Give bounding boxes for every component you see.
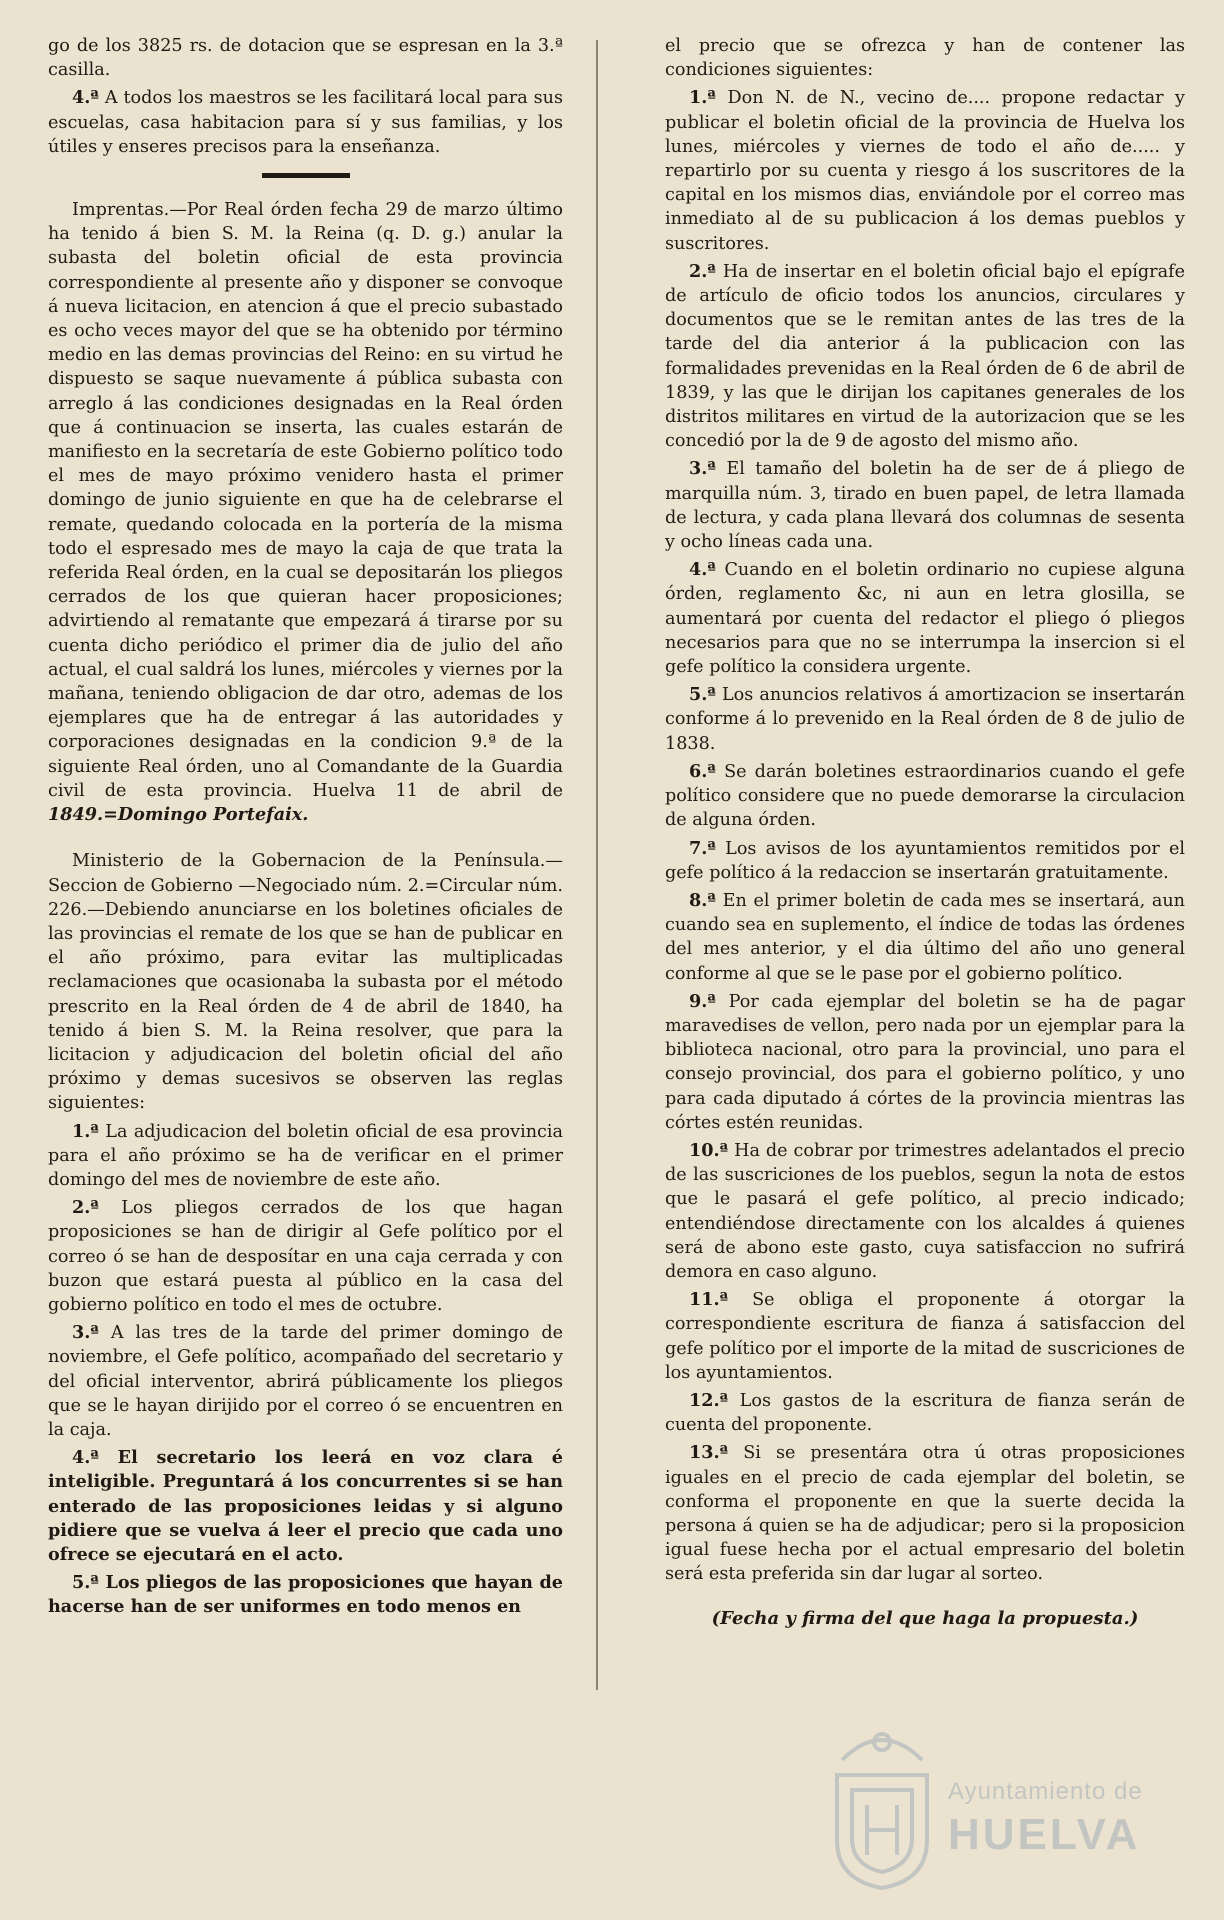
- condition-5-text: Los anuncios relativos á amortizacion se insertarán conforme á lo prevenido en la Real órden de 8 de julio de 1838.: [665, 685, 1185, 754]
- condition-3: [665, 457, 1185, 554]
- condition-7-text: Los avisos de los ayuntamientos remitidos por el gefe político á la redaccion se insertarán gratuitamente.: [665, 838, 1185, 883]
- continuation-paragraph: el precio que se ofrezca y han de contener las condiciones siguientes:: [665, 36, 1185, 81]
- watermark-line-2: HUELVA: [948, 1810, 1141, 1859]
- condition-6-text: Se darán boletines estraordinarios cuando el gefe político considere que no puede demorarse la circulacion de alguna órden.: [665, 761, 1185, 831]
- watermark-line-1: Ayuntamiento de: [948, 1778, 1143, 1805]
- right-column: [665, 34, 1185, 1635]
- condition-3-text: El tamaño del boletin ha de ser de á pliego de marquilla núm. 3, tirado en buen papel, de letra llamada de lectura, y cada plana llevará dos columnas de sesenta y ocho líneas cada una.: [665, 459, 1185, 553]
- rule-3: [48, 1321, 563, 1442]
- condition-7: [665, 837, 1185, 885]
- rule-5-text: Los pliegos de las proposiciones que hayan de hacerse han de ser uniformes en todo menos en: [48, 1572, 563, 1618]
- rule-5: [48, 1571, 563, 1619]
- condition-10-number: 10.ª: [689, 1139, 729, 1161]
- intro-paragraph: go de los 3825 rs. de dotacion que se espresan en la 3.ª casilla.: [48, 36, 563, 81]
- condition-13-number: 13.ª: [689, 1442, 729, 1464]
- rule-2-number: 2.ª: [72, 1197, 99, 1219]
- item-4-text: A todos los maestros se les facilitará local para sus escuelas, casa habitacion para sí y sus familias, y los útiles y enseres precisos para la enseñanza.: [48, 88, 564, 157]
- imprentas-text: Imprentas.—Por Real órden fecha 29 de marzo último ha tenido á bien S. M. la Reina (q. D. g.) anular la subasta del boletin oficial de esta provincia correspondiente al presente año y disponer se convoque á nueva licitacion, en atencion á que el precio subastado es ocho veces mayor del que se ha obtenido por término medio en las demas provincias del Reino: en su virtud he dispuesto se saque nuevamente á pública subasta con arreglo á las condiciones designadas en la Real órden que á continuacion se inserta, las cuales estarán de manifiesto en la secretaría de este Gobierno político todo el mes de mayo próximo venidero hasta el primer domingo de junio siguiente en que ha de celebrarse el remate, quedando colocada en la portería de la misma todo el espresado mes de mayo la caja de que trata la referida Real órden, en la cual se depositarán los pliegos cerrados de los que quieran hacer proposiciones; advirtiendo al rematante que empezará á tirarse por su cuenta dicho periódico el primer dia de julio del año actual, el cual saldrá los lunes, miércoles y viernes por la mañana, teniendo obligacion de dar otro, ademas de los ejemplares que ha de entregar á las autoridades y corporaciones designadas en la condicion 9.ª de la siguiente Real órden, uno al Comandante de la Guardia civil de esta provincia. Huelva 11 de abril de: [48, 200, 563, 801]
- rule-2-text: Los pliegos cerrados de los que hagan proposiciones se han de dirigir al Gefe político por el correo ó se han de desposítar en una caja cerrada y con buzon que estará puesta al público en la casa del gobierno político en todo el mes de octubre.: [48, 1198, 564, 1315]
- condition-12-number: 12.ª: [689, 1389, 729, 1411]
- condition-7-number: 7.ª: [689, 837, 716, 859]
- item-4-number: 4.ª: [72, 87, 99, 109]
- condition-8-number: 8.ª: [689, 889, 716, 911]
- condition-4-text: Cuando en el boletin ordinario no cupiese alguna órden, reglamento &c, ni aun en letra glosilla, se aumentará por cuenta del redactor el pliego ó pliegos necesarios para que no se interrumpa la insercion si el gefe político la considera urgente.: [665, 560, 1186, 678]
- imprentas-signature: 1849.=Domingo Portefaix.: [48, 804, 309, 826]
- condition-13: [665, 1441, 1185, 1586]
- rule-4-number: 4.ª: [72, 1447, 99, 1469]
- condition-1-number: 1.ª: [689, 87, 716, 109]
- condition-11-text: Se obliga el proponente á otorgar la correspondiente escritura de fianza á satisfaccion del gefe político por el importe de la mitad de suscriciones de los ayuntamientos.: [665, 1290, 1185, 1383]
- condition-8: [665, 889, 1185, 986]
- condition-2-number: 2.ª: [689, 260, 716, 282]
- rule-2: [48, 1196, 563, 1317]
- condition-2-text: Ha de insertar en el boletin oficial bajo el epígrafe de artículo de oficio todos los anuncios, circulares y documentos que se le remitan antes de las tres de la tarde del dia anterior á la publicacion con las formalidades prevenidas en la Real órden de 6 de abril de 1839, y las que le dirijan los capitanes generales de los distritos militares en virtud de la autorizacion que se les concedió por la de 9 de agosto del mismo año.: [665, 261, 1186, 452]
- condition-10: [665, 1139, 1185, 1284]
- rule-1: [48, 1120, 563, 1193]
- ministerio-paragraph: Ministerio de la Gobernacion de la Península.—Seccion de Gobierno —Negociado núm. 2.=Circular núm. 226.—Debiendo anunciarse en los boletines oficiales de las provincias el remate de los que se han de publicar en el año próximo, para evitar las multiplicadas reclamaciones que ocasionaba la subasta por el método prescrito en la Real órden de 4 de abril de 1840, ha tenido á bien S. M. la Reina resolver, que para la licitacion y adjudicacion del boletin oficial del año próximo y demas sucesivos se observen las reglas siguientes:: [48, 851, 563, 1114]
- condition-2: [665, 260, 1185, 454]
- watermark: [812, 1720, 1192, 1900]
- section-separator: [262, 173, 350, 178]
- condition-5-number: 5.ª: [689, 684, 716, 706]
- condition-10-text: Ha de cobrar por trimestres adelantados el precio de las suscriciones de los pueblos, segun la nota de estos que le pasará el gefe político, al precio indicado; entendiéndose directamente con los alcaldes á quienes será de abono este gasto, cuya satisfaccion no sufrirá demora en caso alguno.: [665, 1140, 1185, 1282]
- imprentas-paragraph: [48, 198, 563, 827]
- rule-3-number: 3.ª: [72, 1322, 99, 1344]
- condition-9-number: 9.ª: [689, 990, 716, 1012]
- condition-9: [665, 990, 1185, 1135]
- condition-1: [665, 86, 1185, 255]
- condition-6: [665, 760, 1185, 833]
- column-divider: [596, 40, 598, 1690]
- condition-5: [665, 683, 1185, 756]
- condition-3-number: 3.ª: [689, 458, 716, 480]
- condition-1-text: Don N. de N., vecino de.... propone redactar y publicar el boletin oficial de la provincia de Huelva los lunes, miércoles y viernes de todo el año de..... y repartirlo por su cuenta y riesgo á los suscritores de la capital en los mismos dias, enviándole por el correo mas inmediato al de su publicacion á los demas pueblos y suscritores.: [665, 88, 1185, 254]
- condition-6-number: 6.ª: [689, 760, 716, 782]
- rule-4-text: El secretario los leerá en voz clara é inteligible. Preguntará á los concurrentes si se han enterado de las proposiciones leidas y si alguno pidiere que se vuelva á leer el precio que cada uno ofrece se ejecutará en el acto.: [48, 1447, 563, 1565]
- condition-8-text: En el primer boletin de cada mes se insertará, aun cuando sea en suplemento, el índice de todas las órdenes del mes anterior, y el dia último del año uno general conforme al que se le pase por el gobierno político.: [665, 890, 1186, 984]
- condition-9-text: Por cada ejemplar del boletin se ha de pagar maravedises de vellon, pero nada por un ejemplar para la biblioteca nacional, otro para la provincial, uno para el consejo provincial, dos para el gobierno político, y uno para cada diputado á córtes de la provincia mientras las córtes estén reunidas.: [665, 991, 1185, 1133]
- condition-12-text: Los gastos de la escritura de fianza serán de cuenta del proponente.: [665, 1390, 1186, 1436]
- coat-of-arms-icon: [822, 1720, 942, 1890]
- condition-4: [665, 558, 1185, 679]
- rule-1-text: La adjudicacion del boletin oficial de esa provincia para el año próximo se ha de verificar en el primer domingo del mes de noviembre de este año.: [48, 1121, 563, 1190]
- left-column: [48, 34, 563, 1624]
- rule-5-number: 5.ª: [72, 1572, 99, 1594]
- condition-13-text: Si se presentára otra ú otras proposiciones iguales en el precio de cada ejemplar del boletin, se conforma el proponente en que la suerte decida la persona á quien se ha de adjudicar; pero si la proposicion igual fuese hecha por el actual empresario del boletin será esta preferida sin dar lugar al sorteo.: [665, 1443, 1185, 1585]
- item-4-paragraph: [48, 86, 563, 159]
- rule-4: [48, 1446, 563, 1567]
- rule-3-text: A las tres de la tarde del primer domingo de noviembre, el Gefe político, acompañado del secretario y del oficial interventor, abrirá públicamente los pliegos que se le hayan dirijido por el correo ó se encuentren en la caja.: [48, 1323, 564, 1440]
- condition-4-number: 4.ª: [689, 559, 716, 581]
- condition-12: [665, 1389, 1185, 1437]
- condition-11: [665, 1288, 1185, 1385]
- condition-11-number: 11.ª: [689, 1289, 729, 1311]
- closing-line: (Fecha y firma del que haga la propuesta.): [711, 1607, 1139, 1629]
- rule-1-number: 1.ª: [72, 1120, 99, 1142]
